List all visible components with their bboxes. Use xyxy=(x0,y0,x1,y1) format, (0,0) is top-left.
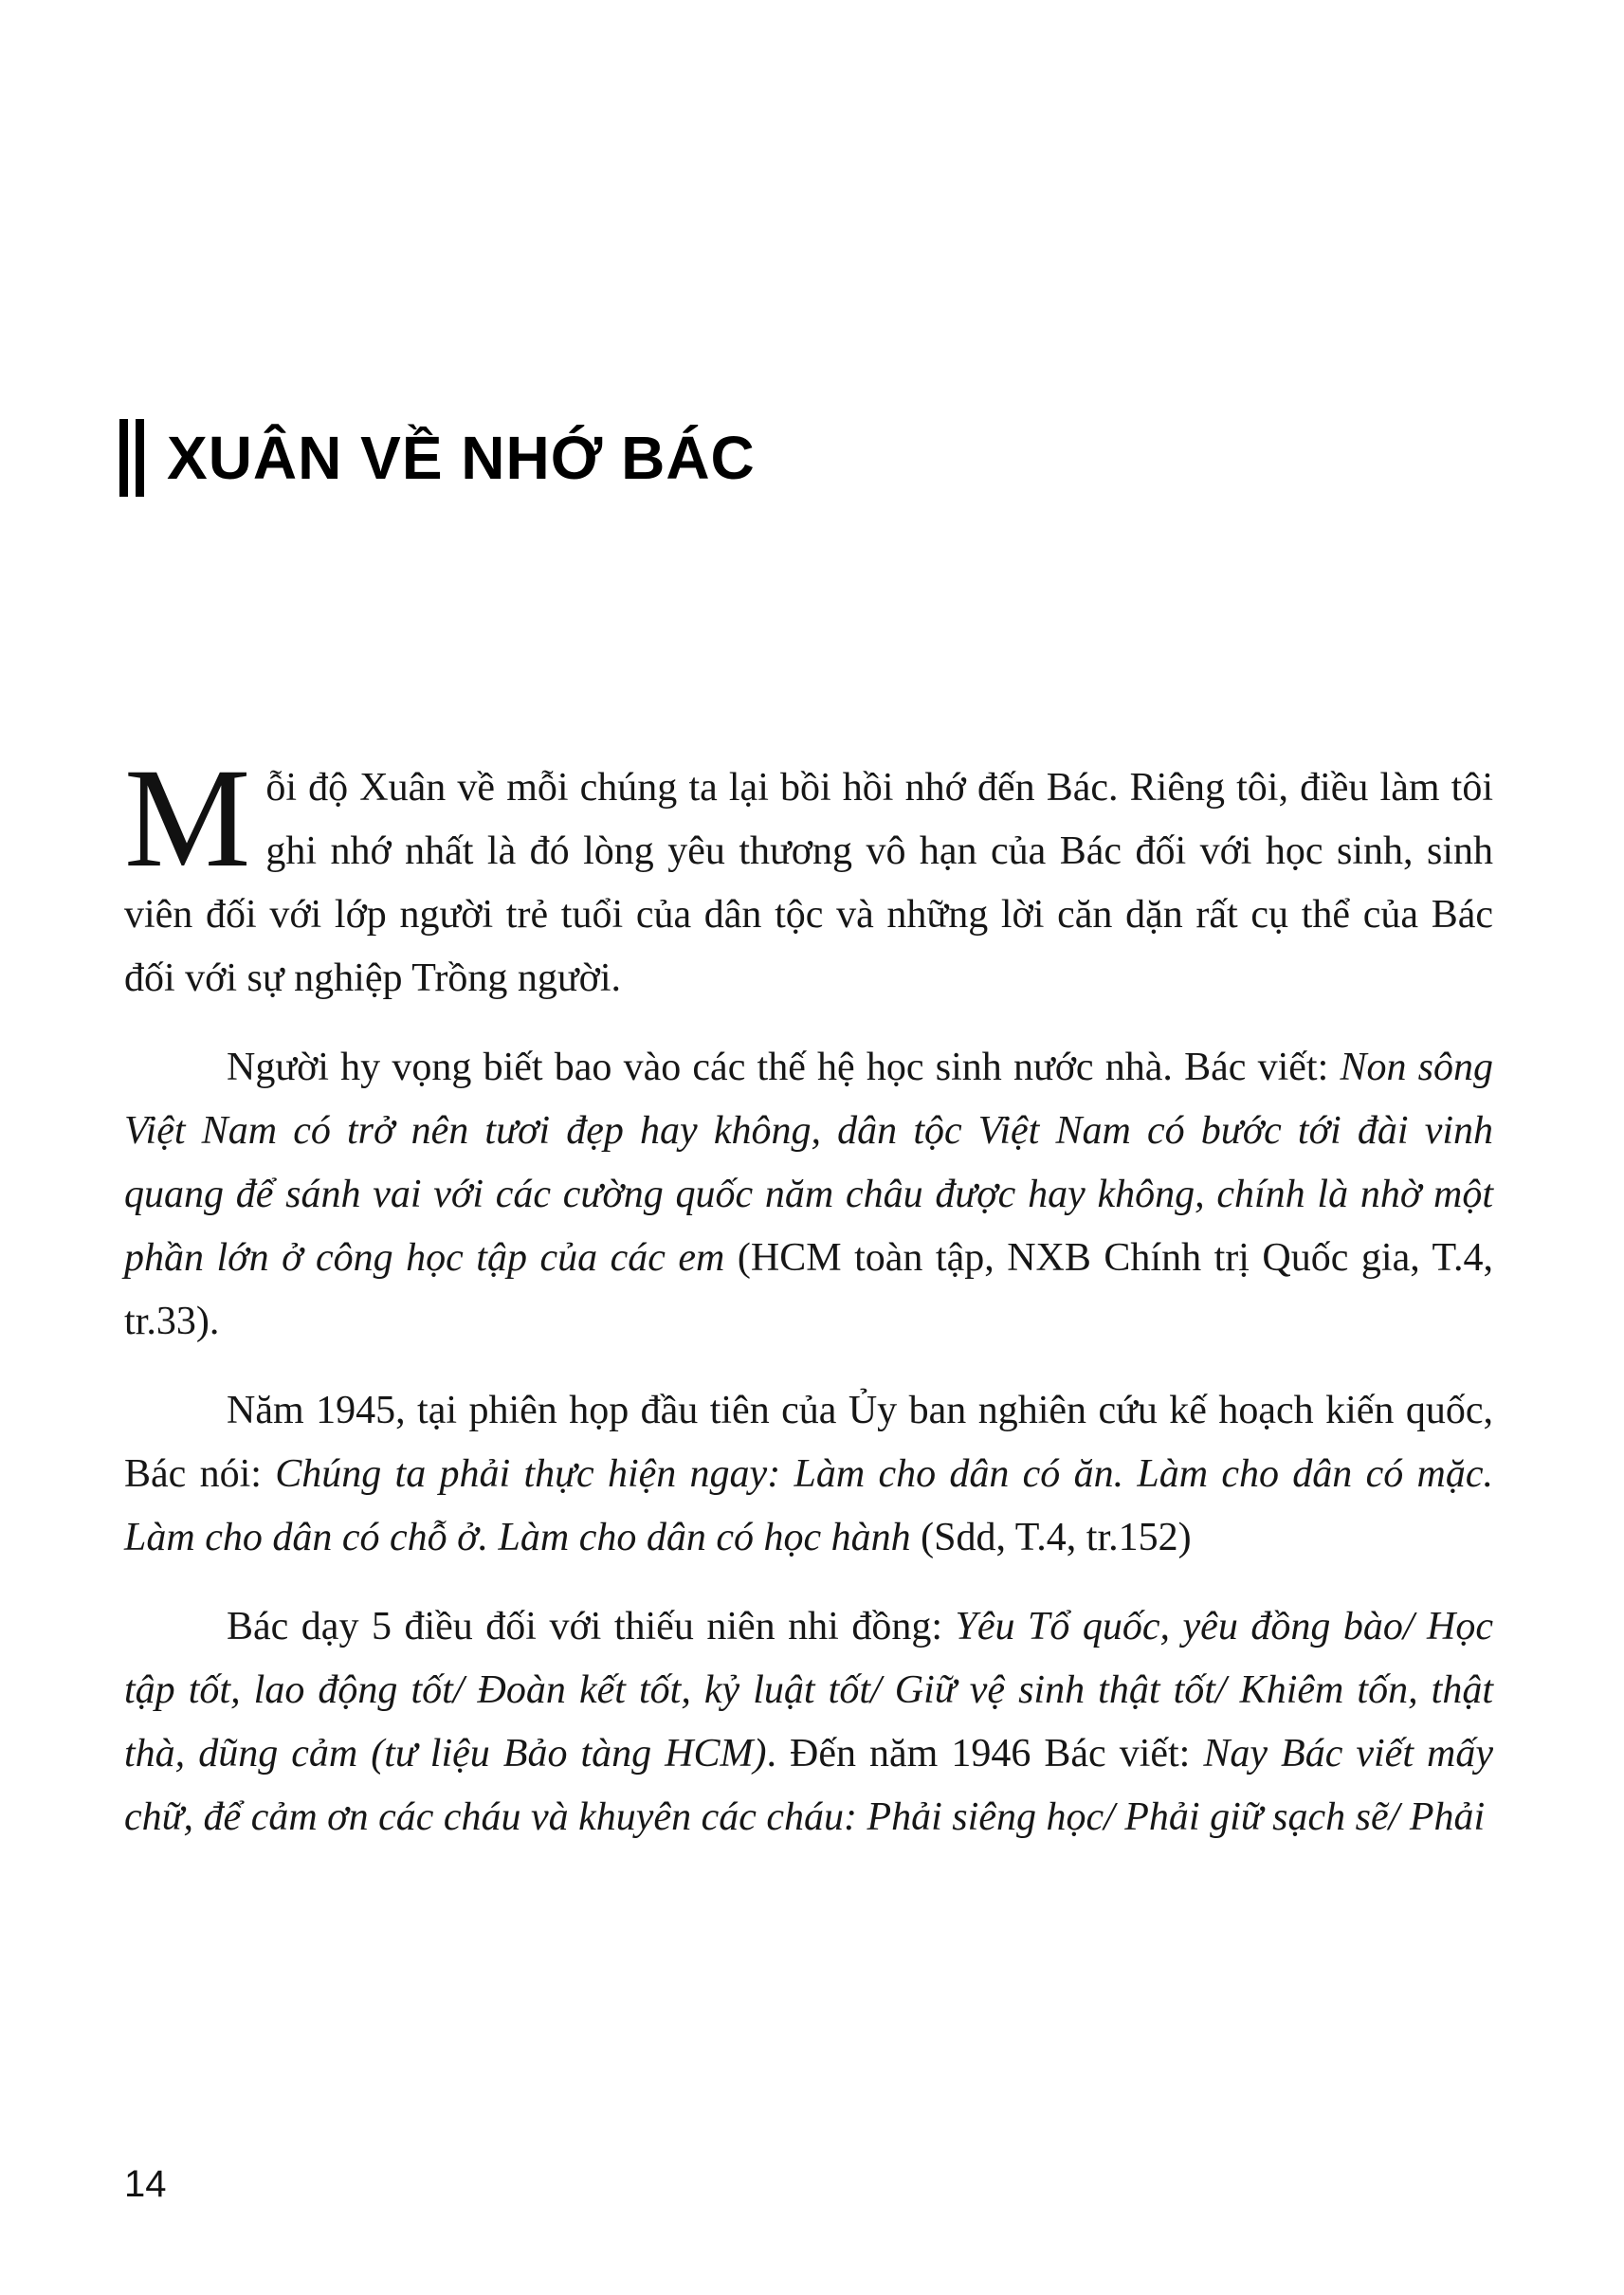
quote-text: Nay Bác viết mấy chữ, để cảm ơn các cháu và khuyên các cháu: Phải siêng học/ Phải giữ sạch sẽ/ Phải xyxy=(124,1732,1493,1839)
paragraph xyxy=(124,1379,1493,1570)
quote-text: Yêu Tổ quốc, yêu đồng bào/ Học tập tốt, lao động tốt/ Đoàn kết tốt, kỷ luật tốt/ Giữ vệ sinh thật tốt/ Khiêm tốn, thật thà, dũng cảm (tư liệu Bảo tàng HCM) xyxy=(124,1605,1493,1776)
dropcap: M xyxy=(124,739,251,897)
double-bar-icon xyxy=(119,419,144,497)
body-text: Người hy vọng biết bao vào các thế hệ học sinh nước nhà. Bác viết: xyxy=(227,1046,1341,1089)
quote-text: Chúng ta phải thực hiện ngay: Làm cho dân có ăn. Làm cho dân có mặc. Làm cho dân có chỗ ở. Làm cho dân có học hành xyxy=(124,1452,1493,1559)
chapter-title-row xyxy=(119,419,756,497)
body-text: (Sdd, T.4, tr.152) xyxy=(910,1516,1192,1559)
body-text: Bác dạy 5 điều đối với thiếu niên nhi đồng: xyxy=(227,1605,956,1648)
paragraph xyxy=(124,1036,1493,1354)
body-text: . Đến năm 1946 Bác viết: xyxy=(766,1732,1204,1776)
body-text: Năm 1945, tại phiên họp đầu tiên của Ủy ban nghiên cứu kế hoạch kiến quốc, Bác nói: xyxy=(124,1389,1493,1496)
paragraph xyxy=(124,1595,1493,1849)
body-text: ỗi độ Xuân về mỗi chúng ta lại bồi hồi nhớ đến Bác. Riêng tôi, điều làm tôi ghi nhớ nhất là đó lòng yêu thương vô hạn của Bác đối với học sinh, sinh viên đối với lớp người trẻ tuổi của dân tộc và những lời căn dặn rất cụ thể của Bác đối với sự nghiệp Trồng người. xyxy=(124,766,1493,1000)
article-body xyxy=(124,739,1493,1875)
chapter-title: XUÂN VỀ NHỚ BÁC xyxy=(167,424,756,492)
paragraph xyxy=(124,739,1493,1011)
page-number: 14 xyxy=(124,2163,167,2205)
quote-text: Non sông Việt Nam có trở nên tươi đẹp hay không, dân tộc Việt Nam có bước tới đài vinh quang để sánh vai với các cường quốc năm châu được hay không, chính là nhờ một phần lớn ở công học tập của các em xyxy=(124,1046,1493,1280)
body-text: (HCM toàn tập, NXB Chính trị Quốc gia, T.4, tr.33). xyxy=(124,1236,1493,1343)
